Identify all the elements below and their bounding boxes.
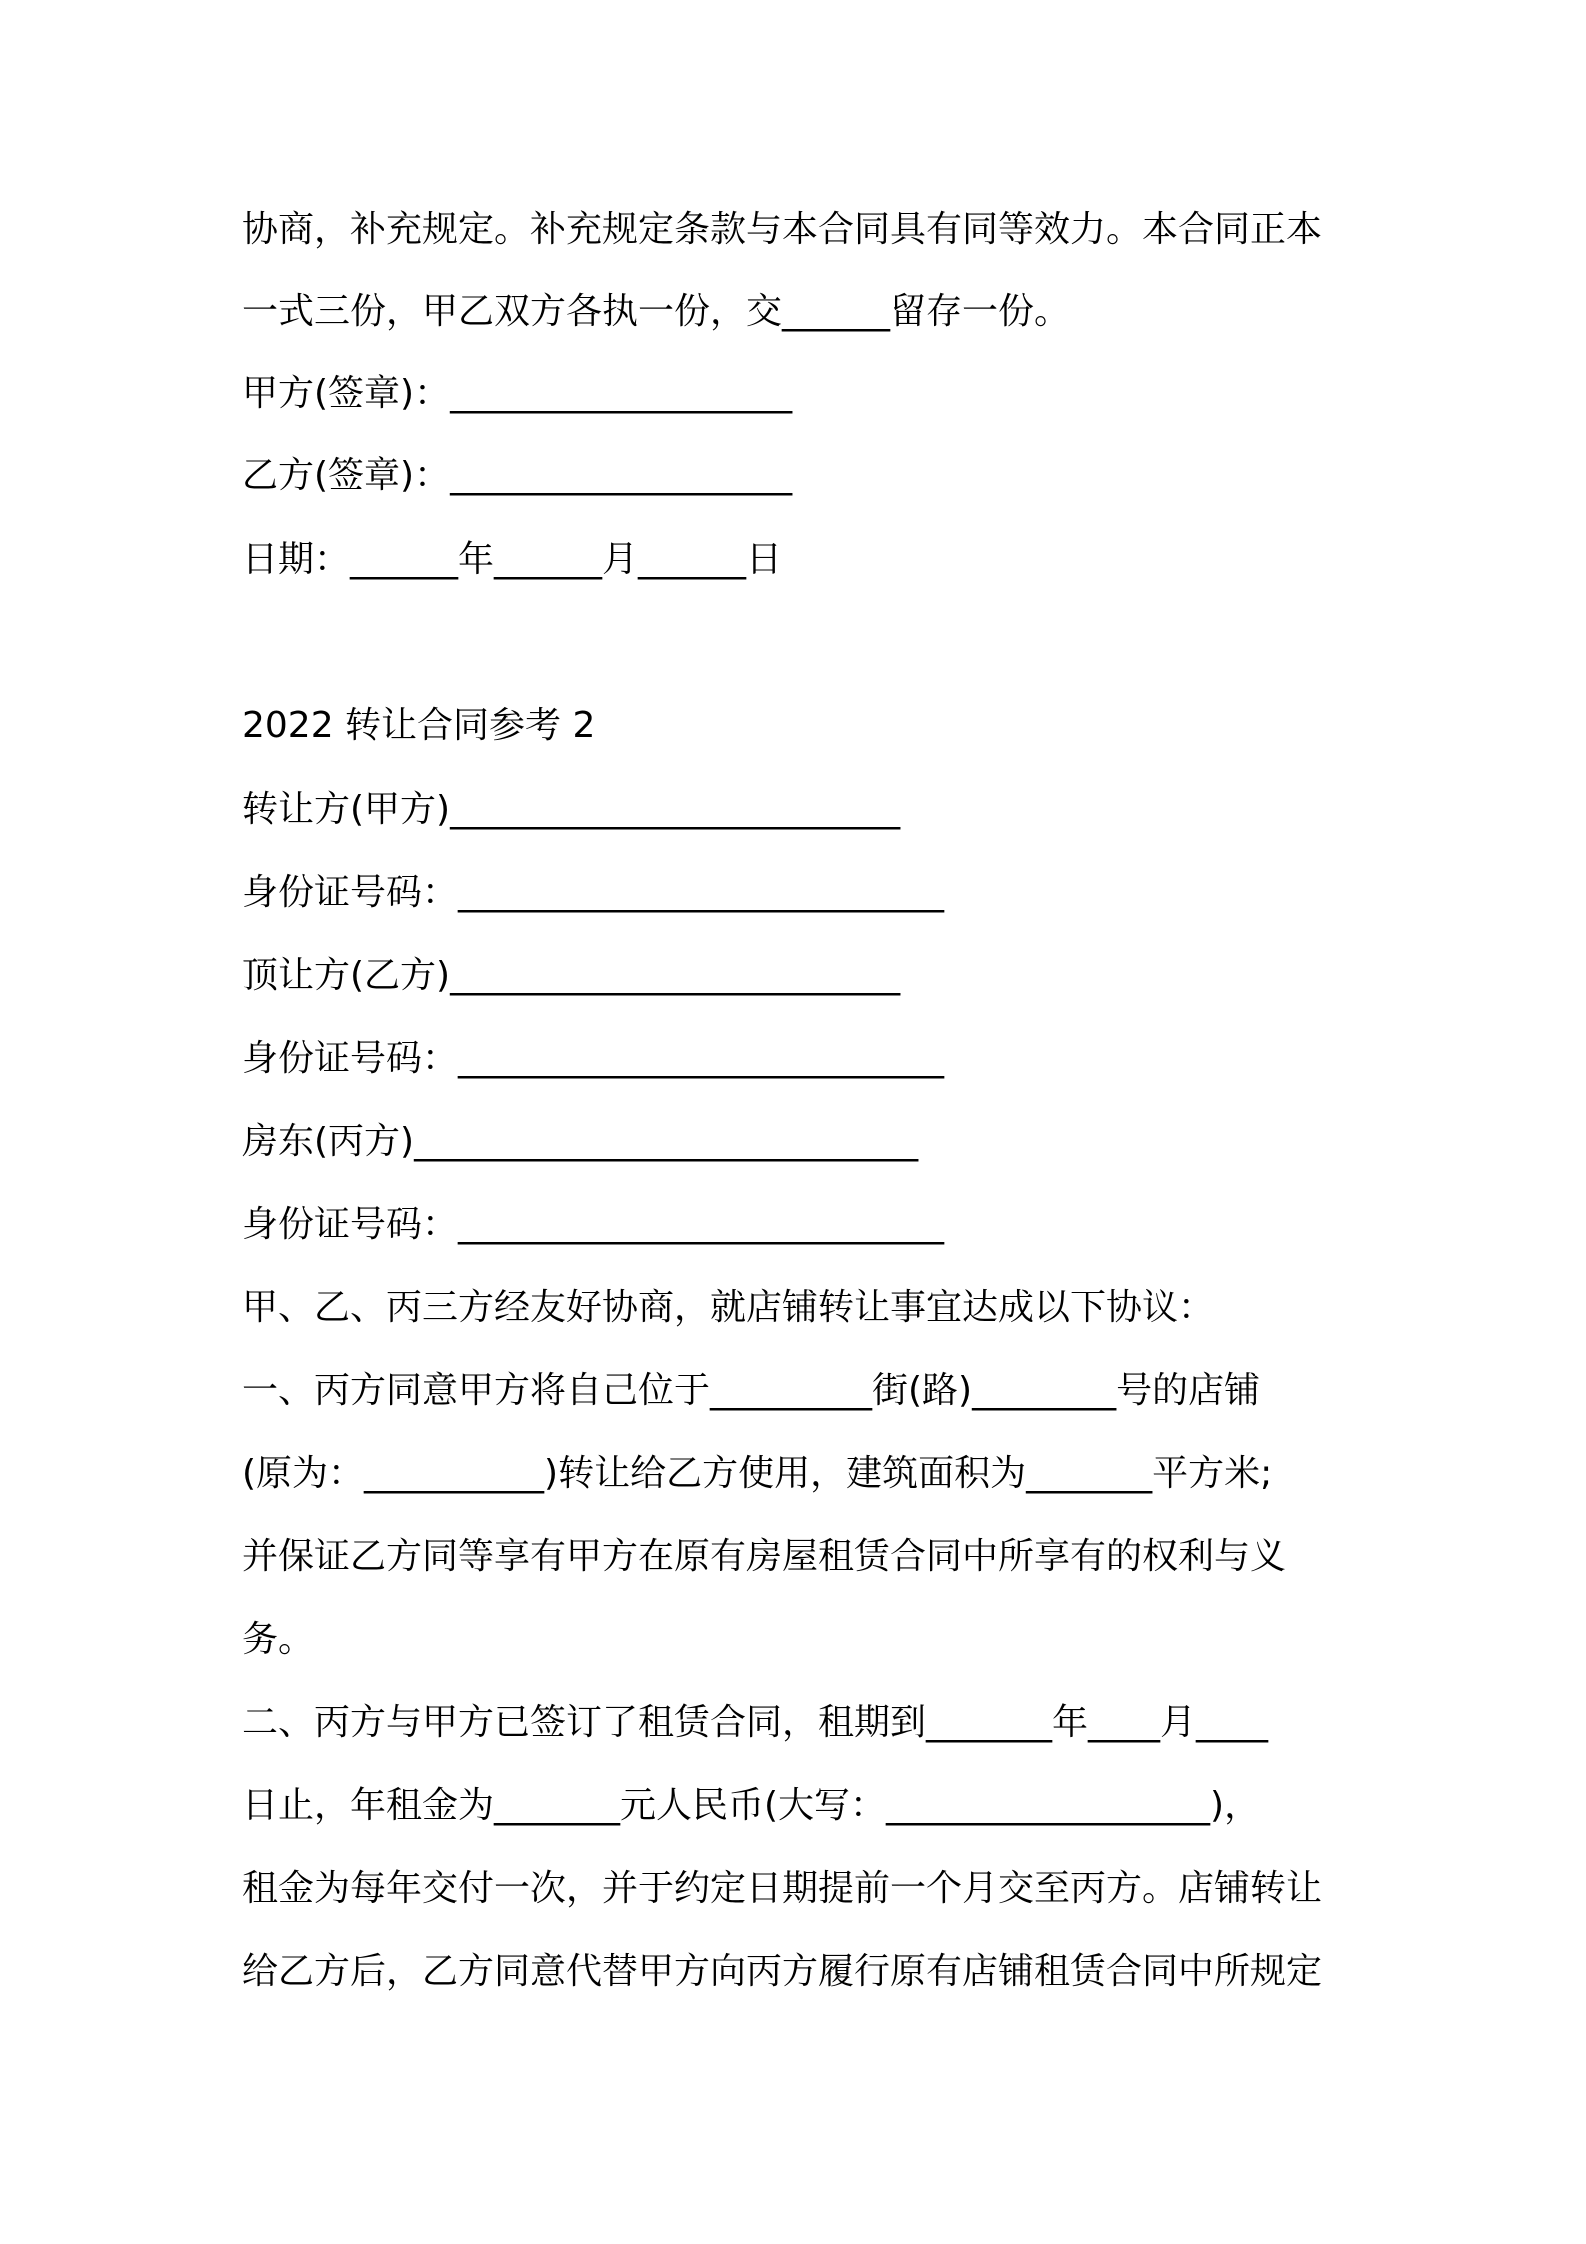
agreement-intro: 甲、乙、丙三方经友好协商，就店铺转让事宜达成以下协议： [242,1287,1215,1328]
landlord-id-line: 身份证号码：___________________________ [242,1204,945,1245]
transferee-line: 顶让方(乙方)_________________________ [242,955,901,996]
clause-2-line-2: 日止，年租金为_______元人民币(大写：__________________)， [242,1785,1261,1826]
clause-2-line-3: 租金为每年交付一次，并于约定日期提前一个月交至丙方。店铺转让 [242,1868,1323,1909]
section-title: 2022 转让合同参考 2 [242,705,596,746]
clause-2-line-1: 二、丙方与甲方已签订了租赁合同，租期到_______年____月____ [242,1702,1269,1743]
landlord-line: 房东(丙方)____________________________ [242,1121,919,1162]
party-a-signature: 甲方(签章)：___________________ [242,373,793,414]
party-b-signature: 乙方(签章)：___________________ [242,455,793,496]
clause-1-line-2: (原为：__________)转让给乙方使用，建筑面积为_______平方米; [242,1453,1273,1494]
transferor-line: 转让方(甲方)_________________________ [242,789,901,830]
transferor-id-line: 身份证号码：___________________________ [242,872,945,913]
date-line: 日期：______年______月______日 [242,539,783,580]
text-line-1: 协商，补充规定。补充规定条款与本合同具有同等效力。本合同正本 [242,209,1323,250]
clause-1-line-3: 并保证乙方同等享有甲方在原有房屋租赁合同中所享有的权利与义 [242,1536,1287,1577]
clause-1-line-1: 一、丙方同意甲方将自己位于_________街(路)________号的店铺 [242,1370,1261,1411]
transferee-id-line: 身份证号码：___________________________ [242,1038,945,1079]
clause-1-line-4: 务。 [242,1619,315,1660]
clause-2-line-4: 给乙方后，乙方同意代替甲方向丙方履行原有店铺租赁合同中所规定 [242,1951,1323,1992]
text-line-2: 一式三份，甲乙双方各执一份，交______留存一份。 [242,291,1071,332]
